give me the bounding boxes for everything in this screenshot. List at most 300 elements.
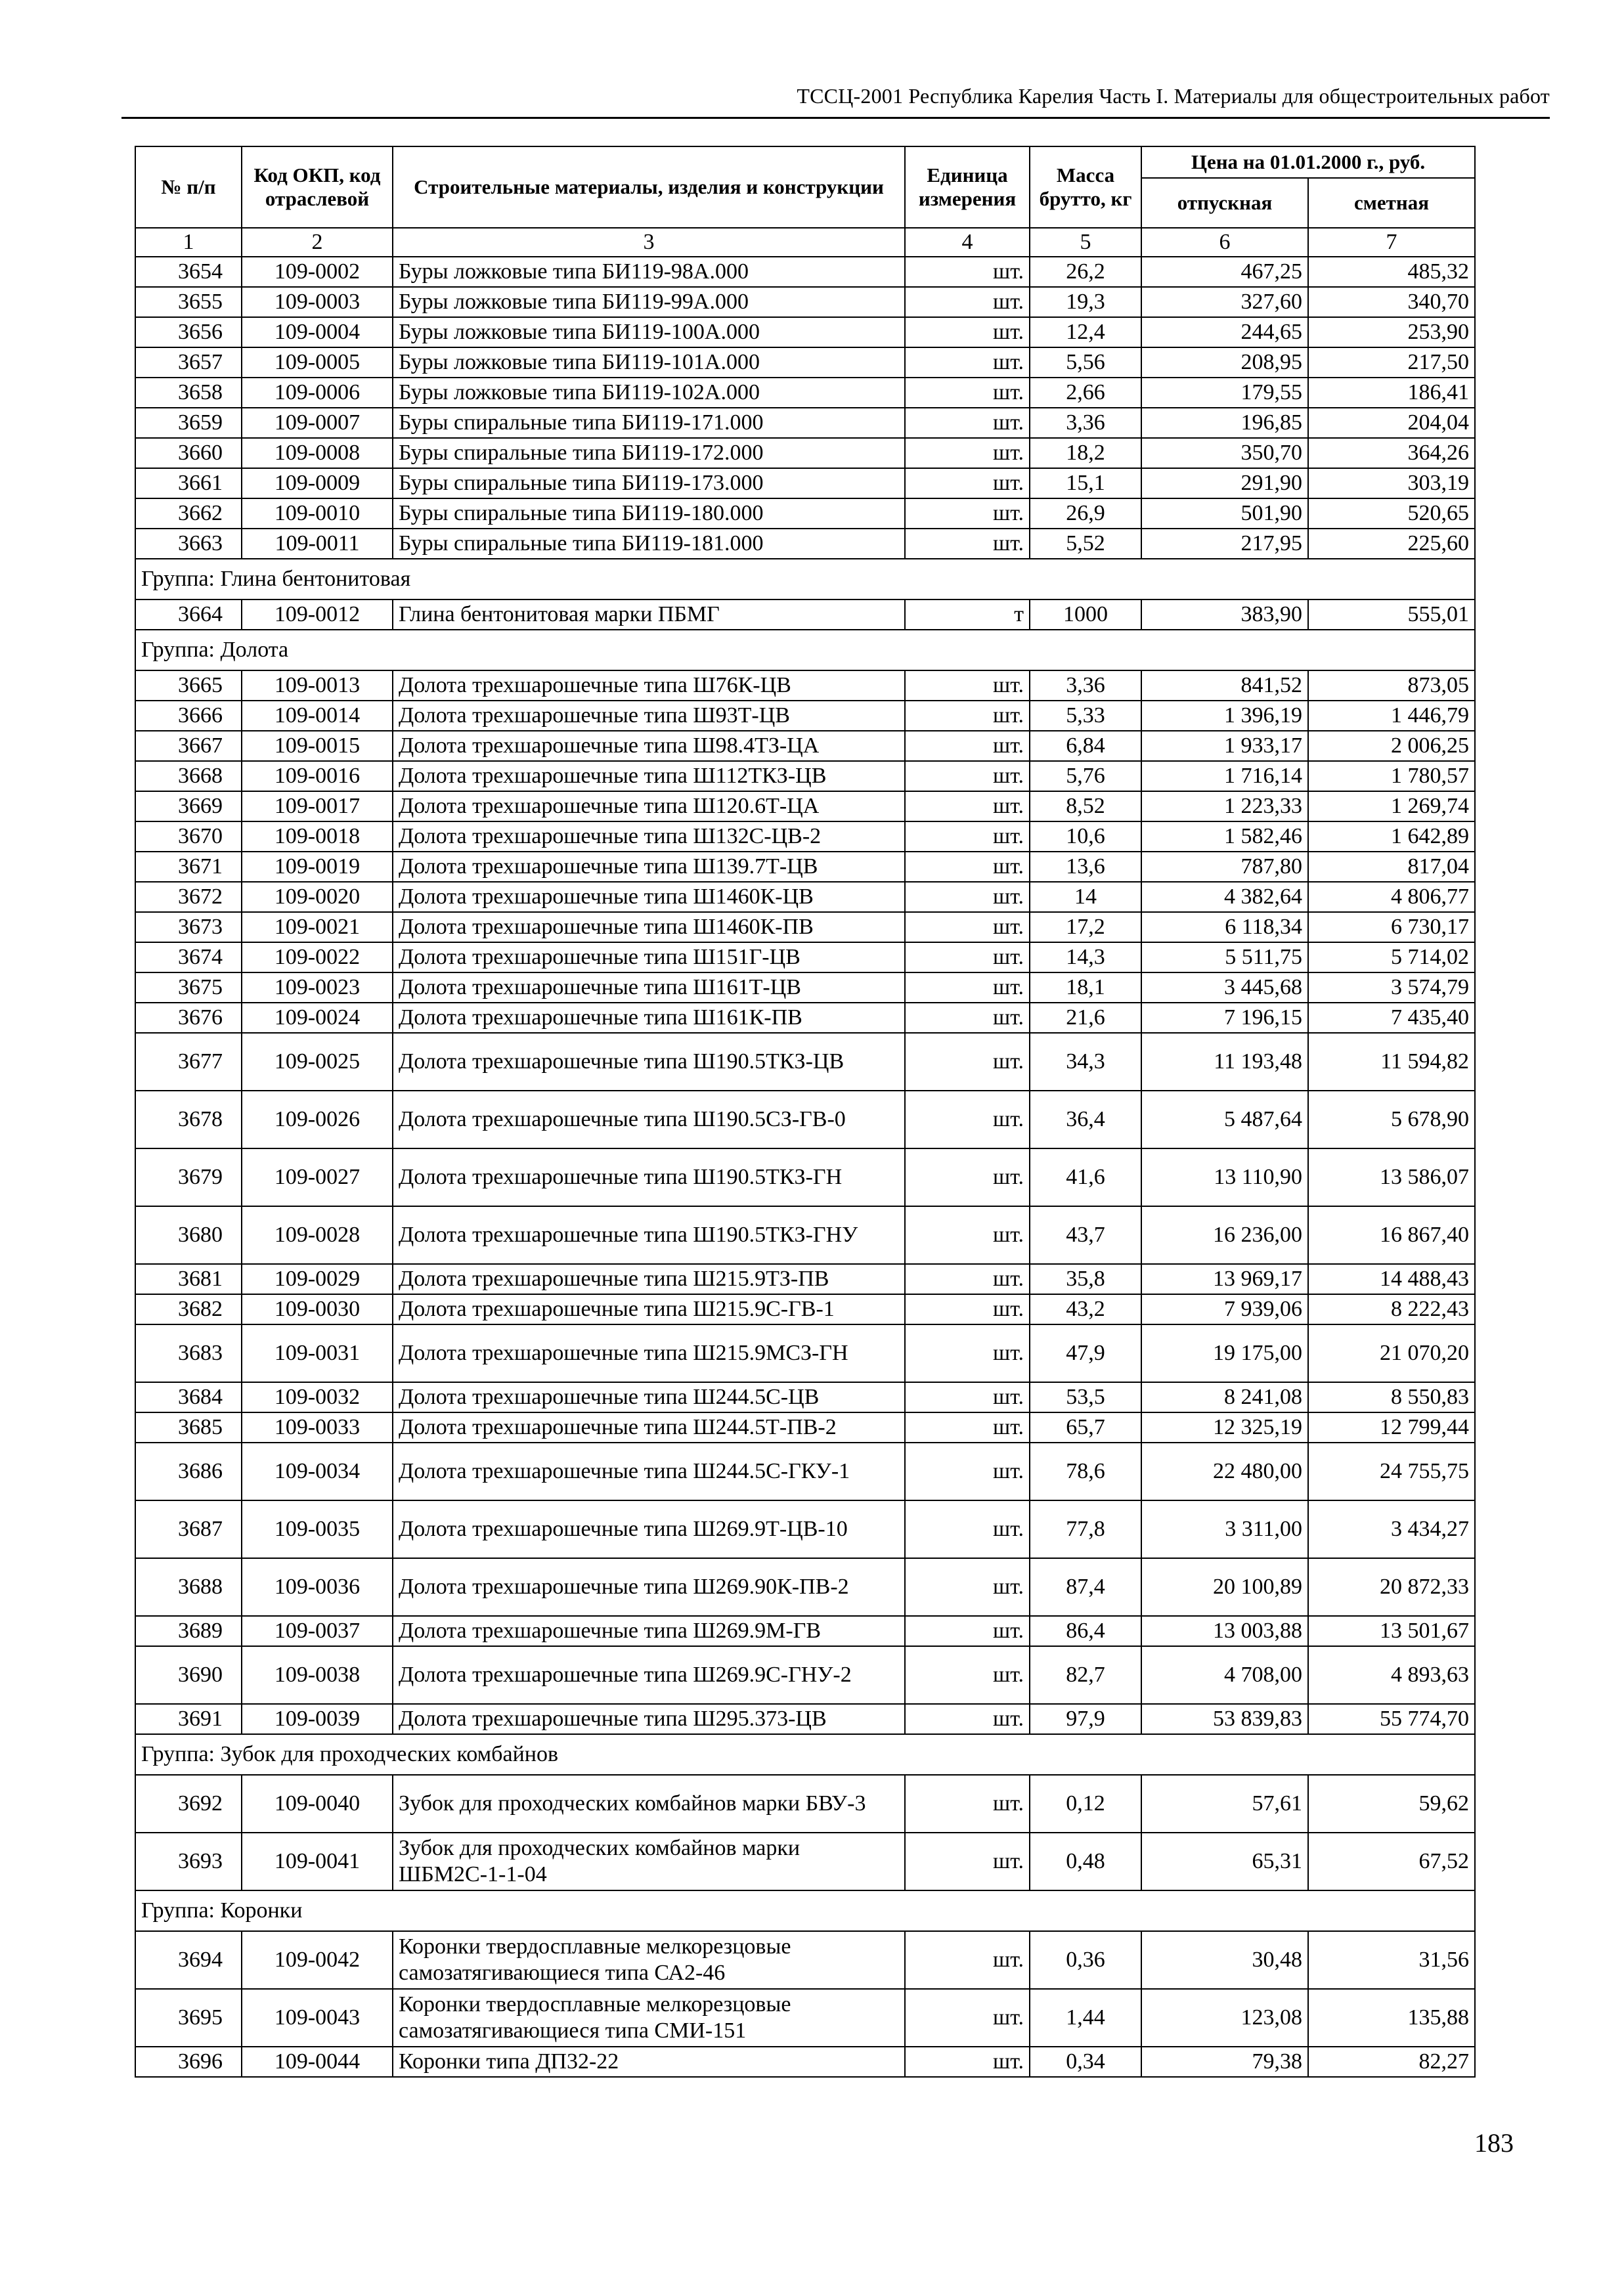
okp-code-cell: 109-0005 [242, 347, 393, 378]
unit-cell: шт. [905, 942, 1030, 972]
row-number-cell: 3690 [135, 1646, 242, 1704]
table-row [135, 1833, 1475, 1890]
table-header-row [135, 146, 1475, 178]
release-price-cell: 12 325,19 [1141, 1412, 1308, 1443]
release-price-cell: 53 839,83 [1141, 1704, 1308, 1734]
row-number-cell: 3678 [135, 1091, 242, 1148]
okp-code-cell: 109-0007 [242, 408, 393, 438]
table-row [135, 600, 1475, 630]
material-name-cell: Долота трехшарошечные типа Ш139.7Т-ЦВ [393, 852, 905, 882]
mass-cell: 14,3 [1030, 942, 1141, 972]
release-price-cell: 11 193,48 [1141, 1033, 1308, 1091]
material-name-cell: Зубок для проходческих комбайнов марки БВУ-3 [393, 1775, 905, 1833]
table-row [135, 852, 1475, 882]
estimate-price-cell: 20 872,33 [1308, 1558, 1475, 1616]
release-price-cell: 30,48 [1141, 1931, 1308, 1989]
page-header: ТССЦ-2001 Республика Карелия Часть I. Материалы для общестроительных работ [797, 84, 1550, 108]
estimate-price-cell: 4 893,63 [1308, 1646, 1475, 1704]
estimate-price-cell: 11 594,82 [1308, 1033, 1475, 1091]
material-name-cell: Буры ложковые типа БИ119-100А.000 [393, 317, 905, 347]
material-name-cell: Буры ложковые типа БИ119-101А.000 [393, 347, 905, 378]
release-price-cell: 7 939,06 [1141, 1294, 1308, 1324]
estimate-price-cell: 253,90 [1308, 317, 1475, 347]
table-row [135, 1443, 1475, 1500]
table-row [135, 1412, 1475, 1443]
material-name-cell: Буры ложковые типа БИ119-102А.000 [393, 378, 905, 408]
release-price-cell: 22 480,00 [1141, 1443, 1308, 1500]
mass-cell: 41,6 [1030, 1148, 1141, 1206]
column-number: 5 [1030, 228, 1141, 257]
material-name-cell: Долота трехшарошечные типа Ш132С-ЦВ-2 [393, 821, 905, 852]
table-row [135, 1500, 1475, 1558]
table-row [135, 1294, 1475, 1324]
okp-code-cell: 109-0016 [242, 761, 393, 791]
okp-code-cell: 109-0006 [242, 378, 393, 408]
material-name-cell: Долота трехшарошечные типа Ш244.5С-ЦВ [393, 1382, 905, 1412]
okp-code-cell: 109-0022 [242, 942, 393, 972]
group-title: Группа: Коронки [135, 1890, 1475, 1931]
okp-code-cell: 109-0019 [242, 852, 393, 882]
table-row [135, 1989, 1475, 2047]
row-number-cell: 3694 [135, 1931, 242, 1989]
mass-cell: 13,6 [1030, 852, 1141, 882]
group-title: Группа: Долота [135, 630, 1475, 670]
row-number-cell: 3675 [135, 972, 242, 1003]
row-number-cell: 3685 [135, 1412, 242, 1443]
release-price-cell: 13 110,90 [1141, 1148, 1308, 1206]
table-row [135, 1148, 1475, 1206]
release-price-cell: 79,38 [1141, 2047, 1308, 2077]
unit-cell: шт. [905, 1382, 1030, 1412]
unit-cell: шт. [905, 347, 1030, 378]
estimate-price-cell: 2 006,25 [1308, 731, 1475, 761]
okp-code-cell: 109-0035 [242, 1500, 393, 1558]
material-name-cell: Буры спиральные типа БИ119-180.000 [393, 498, 905, 529]
row-number-cell: 3662 [135, 498, 242, 529]
table-row [135, 287, 1475, 317]
estimate-price-cell: 5 678,90 [1308, 1091, 1475, 1148]
okp-code-cell: 109-0030 [242, 1294, 393, 1324]
unit-cell: шт. [905, 761, 1030, 791]
unit-cell: шт. [905, 701, 1030, 731]
row-number-cell: 3658 [135, 378, 242, 408]
table-row [135, 438, 1475, 468]
mass-cell: 5,33 [1030, 701, 1141, 731]
table-row [135, 468, 1475, 498]
row-number-cell: 3667 [135, 731, 242, 761]
release-price-cell: 7 196,15 [1141, 1003, 1308, 1033]
material-name-cell: Долота трехшарошечные типа Ш269.9М-ГВ [393, 1616, 905, 1646]
page-number: 183 [1474, 2128, 1514, 2158]
material-name-cell: Долота трехшарошечные типа Ш76К-ЦВ [393, 670, 905, 701]
table-row [135, 761, 1475, 791]
mass-cell: 1000 [1030, 600, 1141, 630]
estimate-price-cell: 135,88 [1308, 1989, 1475, 2047]
row-number-cell: 3695 [135, 1989, 242, 2047]
row-number-cell: 3665 [135, 670, 242, 701]
material-name-cell: Долота трехшарошечные типа Ш244.5Т-ПВ-2 [393, 1412, 905, 1443]
unit-cell: шт. [905, 529, 1030, 559]
mass-cell: 36,4 [1030, 1091, 1141, 1148]
material-name-cell: Долота трехшарошечные типа Ш190.5ТКЗ-ГН [393, 1148, 905, 1206]
row-number-cell: 3681 [135, 1264, 242, 1294]
release-price-cell: 841,52 [1141, 670, 1308, 701]
header-rule [121, 117, 1550, 119]
estimate-price-cell: 485,32 [1308, 257, 1475, 287]
release-price-cell: 8 241,08 [1141, 1382, 1308, 1412]
material-name-cell: Зубок для проходческих комбайнов марки ШБМ2С-1-1-04 [393, 1833, 905, 1890]
unit-cell: шт. [905, 498, 1030, 529]
estimate-price-cell: 13 501,67 [1308, 1616, 1475, 1646]
mass-cell: 15,1 [1030, 468, 1141, 498]
mass-cell: 2,66 [1030, 378, 1141, 408]
row-number-cell: 3660 [135, 438, 242, 468]
unit-cell: шт. [905, 731, 1030, 761]
row-number-cell: 3679 [135, 1148, 242, 1206]
table-row [135, 1646, 1475, 1704]
unit-cell: шт. [905, 1558, 1030, 1616]
release-price-cell: 383,90 [1141, 600, 1308, 630]
release-price-cell: 3 445,68 [1141, 972, 1308, 1003]
mass-cell: 43,2 [1030, 1294, 1141, 1324]
release-price-cell: 350,70 [1141, 438, 1308, 468]
table-row [135, 257, 1475, 287]
material-name-cell: Долота трехшарошечные типа Ш215.9ТЗ-ПВ [393, 1264, 905, 1294]
okp-code-cell: 109-0028 [242, 1206, 393, 1264]
estimate-price-cell: 225,60 [1308, 529, 1475, 559]
mass-cell: 17,2 [1030, 912, 1141, 942]
row-number-cell: 3671 [135, 852, 242, 882]
unit-cell: шт. [905, 1704, 1030, 1734]
material-name-cell: Долота трехшарошечные типа Ш269.9С-ГНУ-2 [393, 1646, 905, 1704]
okp-code-cell: 109-0043 [242, 1989, 393, 2047]
material-name-cell: Буры спиральные типа БИ119-181.000 [393, 529, 905, 559]
release-price-cell: 123,08 [1141, 1989, 1308, 2047]
unit-cell: шт. [905, 821, 1030, 852]
unit-cell: шт. [905, 1412, 1030, 1443]
header-col-unit: Единица измерения [905, 146, 1030, 228]
okp-code-cell: 109-0023 [242, 972, 393, 1003]
table-row [135, 1264, 1475, 1294]
estimate-price-cell: 21 070,20 [1308, 1324, 1475, 1382]
estimate-price-cell: 555,01 [1308, 600, 1475, 630]
okp-code-cell: 109-0010 [242, 498, 393, 529]
mass-cell: 26,9 [1030, 498, 1141, 529]
row-number-cell: 3686 [135, 1443, 242, 1500]
material-name-cell: Буры спиральные типа БИ119-172.000 [393, 438, 905, 468]
unit-cell: шт. [905, 1003, 1030, 1033]
column-number: 6 [1141, 228, 1308, 257]
estimate-price-cell: 8 550,83 [1308, 1382, 1475, 1412]
row-number-cell: 3688 [135, 1558, 242, 1616]
row-number-cell: 3693 [135, 1833, 242, 1890]
column-number: 2 [242, 228, 393, 257]
estimate-price-cell: 13 586,07 [1308, 1148, 1475, 1206]
okp-code-cell: 109-0020 [242, 882, 393, 912]
mass-cell: 86,4 [1030, 1616, 1141, 1646]
column-number: 4 [905, 228, 1030, 257]
unit-cell: шт. [905, 1775, 1030, 1833]
group-title: Группа: Глина бентонитовая [135, 559, 1475, 600]
row-number-cell: 3661 [135, 468, 242, 498]
mass-cell: 12,4 [1030, 317, 1141, 347]
unit-cell: шт. [905, 1616, 1030, 1646]
okp-code-cell: 109-0011 [242, 529, 393, 559]
estimate-price-cell: 4 806,77 [1308, 882, 1475, 912]
estimate-price-cell: 217,50 [1308, 347, 1475, 378]
table-row [135, 821, 1475, 852]
mass-cell: 1,44 [1030, 1989, 1141, 2047]
header-price-group: Цена на 01.01.2000 г., руб. [1141, 146, 1475, 178]
release-price-cell: 1 716,14 [1141, 761, 1308, 791]
release-price-cell: 1 933,17 [1141, 731, 1308, 761]
mass-cell: 3,36 [1030, 408, 1141, 438]
header-col-code: Код ОКП, код отраслевой [242, 146, 393, 228]
release-price-cell: 1 396,19 [1141, 701, 1308, 731]
estimate-price-cell: 520,65 [1308, 498, 1475, 529]
unit-cell: шт. [905, 1206, 1030, 1264]
header-col-mass: Масса брутто, кг [1030, 146, 1141, 228]
release-price-cell: 196,85 [1141, 408, 1308, 438]
okp-code-cell: 109-0024 [242, 1003, 393, 1033]
mass-cell: 82,7 [1030, 1646, 1141, 1704]
mass-cell: 97,9 [1030, 1704, 1141, 1734]
table-row [135, 791, 1475, 821]
row-number-cell: 3683 [135, 1324, 242, 1382]
row-number-cell: 3684 [135, 1382, 242, 1412]
mass-cell: 18,1 [1030, 972, 1141, 1003]
mass-cell: 0,36 [1030, 1931, 1141, 1989]
table-row [135, 670, 1475, 701]
unit-cell: шт. [905, 408, 1030, 438]
mass-cell: 14 [1030, 882, 1141, 912]
table-row [135, 1704, 1475, 1734]
okp-code-cell: 109-0009 [242, 468, 393, 498]
mass-cell: 43,7 [1030, 1206, 1141, 1264]
mass-cell: 0,48 [1030, 1833, 1141, 1890]
unit-cell: шт. [905, 1443, 1030, 1500]
table-row [135, 317, 1475, 347]
column-number: 3 [393, 228, 905, 257]
unit-cell: шт. [905, 1294, 1030, 1324]
row-number-cell: 3654 [135, 257, 242, 287]
table-row [135, 1324, 1475, 1382]
estimate-price-cell: 8 222,43 [1308, 1294, 1475, 1324]
price-table [135, 146, 1476, 2078]
release-price-cell: 179,55 [1141, 378, 1308, 408]
row-number-cell: 3680 [135, 1206, 242, 1264]
mass-cell: 77,8 [1030, 1500, 1141, 1558]
release-price-cell: 65,31 [1141, 1833, 1308, 1890]
okp-code-cell: 109-0034 [242, 1443, 393, 1500]
table-row [135, 1206, 1475, 1264]
okp-code-cell: 109-0033 [242, 1412, 393, 1443]
table-row [135, 701, 1475, 731]
release-price-cell: 4 708,00 [1141, 1646, 1308, 1704]
table-row [135, 942, 1475, 972]
unit-cell: шт. [905, 1989, 1030, 2047]
okp-code-cell: 109-0026 [242, 1091, 393, 1148]
unit-cell: шт. [905, 1091, 1030, 1148]
material-name-cell: Долота трехшарошечные типа Ш112ТКЗ-ЦВ [393, 761, 905, 791]
mass-cell: 35,8 [1030, 1264, 1141, 1294]
row-number-cell: 3682 [135, 1294, 242, 1324]
estimate-price-cell: 817,04 [1308, 852, 1475, 882]
unit-cell: шт. [905, 2047, 1030, 2077]
material-name-cell: Долота трехшарошечные типа Ш269.9Т-ЦВ-10 [393, 1500, 905, 1558]
table-row [135, 912, 1475, 942]
row-number-cell: 3687 [135, 1500, 242, 1558]
mass-cell: 26,2 [1030, 257, 1141, 287]
mass-cell: 65,7 [1030, 1412, 1141, 1443]
unit-cell: шт. [905, 378, 1030, 408]
unit-cell: шт. [905, 1148, 1030, 1206]
estimate-price-cell: 5 714,02 [1308, 942, 1475, 972]
estimate-price-cell: 1 642,89 [1308, 821, 1475, 852]
estimate-price-cell: 12 799,44 [1308, 1412, 1475, 1443]
estimate-price-cell: 1 446,79 [1308, 701, 1475, 731]
unit-cell: шт. [905, 852, 1030, 882]
material-name-cell: Долота трехшарошечные типа Ш161Т-ЦВ [393, 972, 905, 1003]
row-number-cell: 3677 [135, 1033, 242, 1091]
okp-code-cell: 109-0025 [242, 1033, 393, 1091]
row-number-cell: 3663 [135, 529, 242, 559]
table-body [135, 257, 1475, 2077]
row-number-cell: 3696 [135, 2047, 242, 2077]
material-name-cell: Долота трехшарошечные типа Ш151Г-ЦВ [393, 942, 905, 972]
row-number-cell: 3689 [135, 1616, 242, 1646]
material-name-cell: Долота трехшарошечные типа Ш215.9С-ГВ-1 [393, 1294, 905, 1324]
estimate-price-cell: 364,26 [1308, 438, 1475, 468]
estimate-price-cell: 186,41 [1308, 378, 1475, 408]
okp-code-cell: 109-0021 [242, 912, 393, 942]
table-row [135, 347, 1475, 378]
table-row [135, 529, 1475, 559]
release-price-cell: 501,90 [1141, 498, 1308, 529]
okp-code-cell: 109-0018 [242, 821, 393, 852]
estimate-price-cell: 7 435,40 [1308, 1003, 1475, 1033]
unit-cell: шт. [905, 1646, 1030, 1704]
material-name-cell: Коронки типа ДП32-22 [393, 2047, 905, 2077]
table-row [135, 2047, 1475, 2077]
release-price-cell: 208,95 [1141, 347, 1308, 378]
row-number-cell: 3676 [135, 1003, 242, 1033]
okp-code-cell: 109-0031 [242, 1324, 393, 1382]
okp-code-cell: 109-0039 [242, 1704, 393, 1734]
estimate-price-cell: 340,70 [1308, 287, 1475, 317]
release-price-cell: 467,25 [1141, 257, 1308, 287]
okp-code-cell: 109-0017 [242, 791, 393, 821]
row-number-cell: 3670 [135, 821, 242, 852]
release-price-cell: 13 003,88 [1141, 1616, 1308, 1646]
header-col-name: Строительные материалы, изделия и конструкции [393, 146, 905, 228]
table-row [135, 1382, 1475, 1412]
mass-cell: 34,3 [1030, 1033, 1141, 1091]
mass-cell: 3,36 [1030, 670, 1141, 701]
okp-code-cell: 109-0002 [242, 257, 393, 287]
estimate-price-cell: 6 730,17 [1308, 912, 1475, 942]
column-number: 7 [1308, 228, 1475, 257]
material-name-cell: Долота трехшарошечные типа Ш269.90К-ПВ-2 [393, 1558, 905, 1616]
mass-cell: 19,3 [1030, 287, 1141, 317]
okp-code-cell: 109-0014 [242, 701, 393, 731]
mass-cell: 0,12 [1030, 1775, 1141, 1833]
okp-code-cell: 109-0032 [242, 1382, 393, 1412]
okp-code-cell: 109-0036 [242, 1558, 393, 1616]
okp-code-cell: 109-0004 [242, 317, 393, 347]
material-name-cell: Долота трехшарошечные типа Ш1460К-ЦВ [393, 882, 905, 912]
estimate-price-cell: 31,56 [1308, 1931, 1475, 1989]
group-title: Группа: Зубок для проходческих комбайнов [135, 1734, 1475, 1775]
release-price-cell: 291,90 [1141, 468, 1308, 498]
estimate-price-cell: 204,04 [1308, 408, 1475, 438]
header-col-estimate-price: сметная [1308, 178, 1475, 228]
okp-code-cell: 109-0027 [242, 1148, 393, 1206]
release-price-cell: 4 382,64 [1141, 882, 1308, 912]
unit-cell: шт. [905, 1931, 1030, 1989]
unit-cell: шт. [905, 670, 1030, 701]
unit-cell: шт. [905, 791, 1030, 821]
table-row [135, 1091, 1475, 1148]
mass-cell: 78,6 [1030, 1443, 1141, 1500]
release-price-cell: 5 511,75 [1141, 942, 1308, 972]
row-number-cell: 3659 [135, 408, 242, 438]
release-price-cell: 787,80 [1141, 852, 1308, 882]
estimate-price-cell: 1 780,57 [1308, 761, 1475, 791]
estimate-price-cell: 14 488,43 [1308, 1264, 1475, 1294]
row-number-cell: 3655 [135, 287, 242, 317]
mass-cell: 18,2 [1030, 438, 1141, 468]
group-row [135, 630, 1475, 670]
okp-code-cell: 109-0044 [242, 2047, 393, 2077]
table-row [135, 1616, 1475, 1646]
estimate-price-cell: 16 867,40 [1308, 1206, 1475, 1264]
group-row [135, 559, 1475, 600]
material-name-cell: Долота трехшарошечные типа Ш98.4ТЗ-ЦА [393, 731, 905, 761]
okp-code-cell: 109-0037 [242, 1616, 393, 1646]
release-price-cell: 16 236,00 [1141, 1206, 1308, 1264]
okp-code-cell: 109-0041 [242, 1833, 393, 1890]
table-row [135, 1775, 1475, 1833]
column-number-row [135, 228, 1475, 257]
release-price-cell: 3 311,00 [1141, 1500, 1308, 1558]
row-number-cell: 3664 [135, 600, 242, 630]
header-col-release-price: отпускная [1141, 178, 1308, 228]
okp-code-cell: 109-0038 [242, 1646, 393, 1704]
okp-code-cell: 109-0013 [242, 670, 393, 701]
release-price-cell: 327,60 [1141, 287, 1308, 317]
mass-cell: 5,76 [1030, 761, 1141, 791]
estimate-price-cell: 1 269,74 [1308, 791, 1475, 821]
mass-cell: 21,6 [1030, 1003, 1141, 1033]
row-number-cell: 3668 [135, 761, 242, 791]
estimate-price-cell: 59,62 [1308, 1775, 1475, 1833]
row-number-cell: 3673 [135, 912, 242, 942]
release-price-cell: 1 223,33 [1141, 791, 1308, 821]
row-number-cell: 3672 [135, 882, 242, 912]
release-price-cell: 19 175,00 [1141, 1324, 1308, 1382]
mass-cell: 5,56 [1030, 347, 1141, 378]
mass-cell: 10,6 [1030, 821, 1141, 852]
material-name-cell: Буры спиральные типа БИ119-173.000 [393, 468, 905, 498]
column-number: 1 [135, 228, 242, 257]
unit-cell: шт. [905, 287, 1030, 317]
unit-cell: шт. [905, 468, 1030, 498]
mass-cell: 47,9 [1030, 1324, 1141, 1382]
mass-cell: 0,34 [1030, 2047, 1141, 2077]
estimate-price-cell: 303,19 [1308, 468, 1475, 498]
row-number-cell: 3669 [135, 791, 242, 821]
